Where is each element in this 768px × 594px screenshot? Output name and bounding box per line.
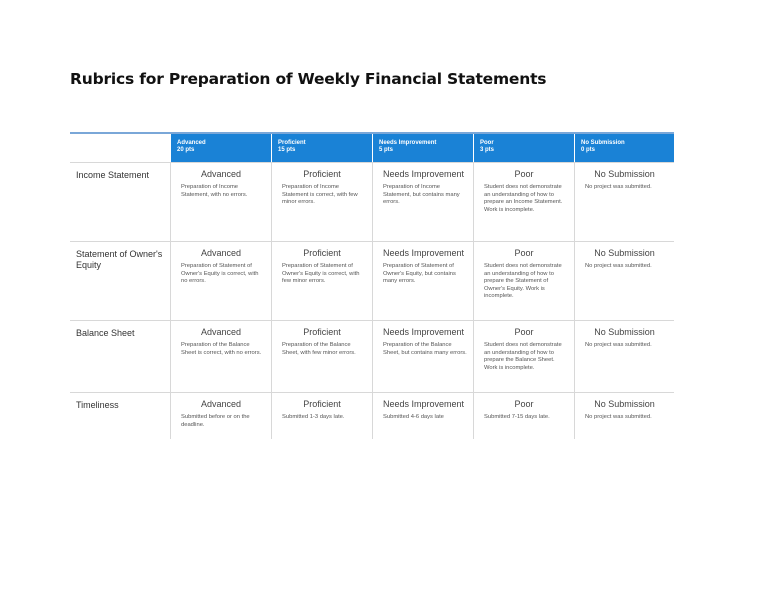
rating-name: Poor [514,327,534,337]
rubric-row-owners-equity [70,241,674,320]
rating-description: Preparation of the Balance Sheet, but contains many errors. [383,342,467,356]
rating-cell [170,242,271,320]
rubric-row-income-statement [70,162,674,241]
header-label: Advanced [177,140,206,146]
header-needs-improvement [372,134,473,162]
rating-description: Student does not demonstrate an understanding of how to prepare the Balance Sheet. Work is incomplete. [484,342,562,371]
header-advanced [170,134,271,162]
rating-cell [574,321,674,392]
rating-cell [574,393,674,439]
page-title: Rubrics for Preparation of Weekly Financial Statements [70,70,547,88]
rating-cell [372,163,473,241]
rating-cell [271,321,372,392]
criterion-label: Timeliness [76,400,119,410]
rating-cell [473,321,574,392]
rating-cell [372,242,473,320]
rating-description: No project was submitted. [585,184,652,190]
header-label: Poor [480,140,494,146]
rating-cell [170,163,271,241]
rating-cell [372,321,473,392]
criterion-label: Statement of Owner's Equity [76,249,163,270]
criterion-label: Income Statement [76,170,150,180]
rating-description: Student does not demonstrate an understanding of how to prepare the Statement of Owner's Equity. Work is incomplete. [484,263,562,300]
header-points: 3 pts [480,147,495,153]
rating-name: Advanced [200,169,242,179]
rating-cell [271,242,372,320]
rating-cell [170,393,271,439]
rating-cell [271,163,372,241]
header-poor [473,134,574,162]
rating-name: Poor [514,399,534,409]
rating-description: Submitted before or on the deadline. [181,414,250,428]
rating-name: No Submission [594,327,655,337]
header-proficient [271,134,372,162]
rating-name: Needs Improvement [383,327,465,337]
header-points: 0 pts [581,147,596,153]
rating-name: Advanced [200,327,242,337]
header-points: 5 pts [379,147,394,153]
rating-name: No Submission [594,399,655,409]
rating-cell [473,393,574,439]
rating-description: Preparation of Statement of Owner's Equity is correct, with few minor errors. [282,263,360,285]
rating-cell [372,393,473,439]
header-label: Needs Improvement [379,140,437,146]
rating-description: Preparation of the Balance Sheet is correct, with no errors. [181,342,262,356]
rating-description: Preparation of Statement of Owner's Equity is correct, with no errors. [181,263,259,285]
rating-description: Submitted 1-3 days late. [282,414,345,420]
rating-name: Needs Improvement [383,169,465,179]
header-points: 20 pts [177,147,195,153]
rating-description: Preparation of the Balance Sheet, with few minor errors. [282,342,356,356]
rating-cell [473,163,574,241]
rating-name: Advanced [200,399,242,409]
rubric-table [70,132,674,439]
rating-name: Proficient [303,327,341,337]
criterion-label: Balance Sheet [76,328,135,338]
rating-name: Proficient [303,399,341,409]
rating-description: Preparation of Income Statement, with no errors. [181,184,248,198]
rating-description: Submitted 4-6 days late [383,414,444,420]
rating-name: Proficient [303,248,341,258]
rating-description: Student does not demonstrate an understanding of how to prepare an Income Statement. Work is incomplete. [484,184,563,213]
rating-name: Needs Improvement [383,399,465,409]
rating-cell [574,163,674,241]
rating-description: Submitted 7-15 days late. [484,414,550,420]
rating-description: Preparation of Statement of Owner's Equity, but contains many errors. [383,263,456,285]
rating-description: No project was submitted. [585,342,652,348]
rating-name: Poor [514,248,534,258]
rubric-header-row [70,134,674,162]
header-label: No Submission [581,140,625,146]
rating-description: No project was submitted. [585,263,652,269]
header-blank-cell [70,134,170,162]
rating-name: Advanced [200,248,242,258]
header-points: 15 pts [278,147,296,153]
rating-name: Needs Improvement [383,248,465,258]
rating-description: Preparation of Income Statement is correct, with few minor errors. [282,184,358,206]
rating-name: Poor [514,169,534,179]
rating-name: Proficient [303,169,341,179]
rating-description: Preparation of Income Statement, but contains many errors. [383,184,460,206]
rating-name: No Submission [594,169,655,179]
rating-cell [574,242,674,320]
header-no-submission [574,134,674,162]
rubric-row-timeliness [70,392,674,439]
header-label: Proficient [278,140,306,146]
rubric-row-balance-sheet [70,320,674,392]
rating-cell [170,321,271,392]
rating-name: No Submission [594,248,655,258]
rating-description: No project was submitted. [585,414,652,420]
rating-cell [271,393,372,439]
rating-cell [473,242,574,320]
